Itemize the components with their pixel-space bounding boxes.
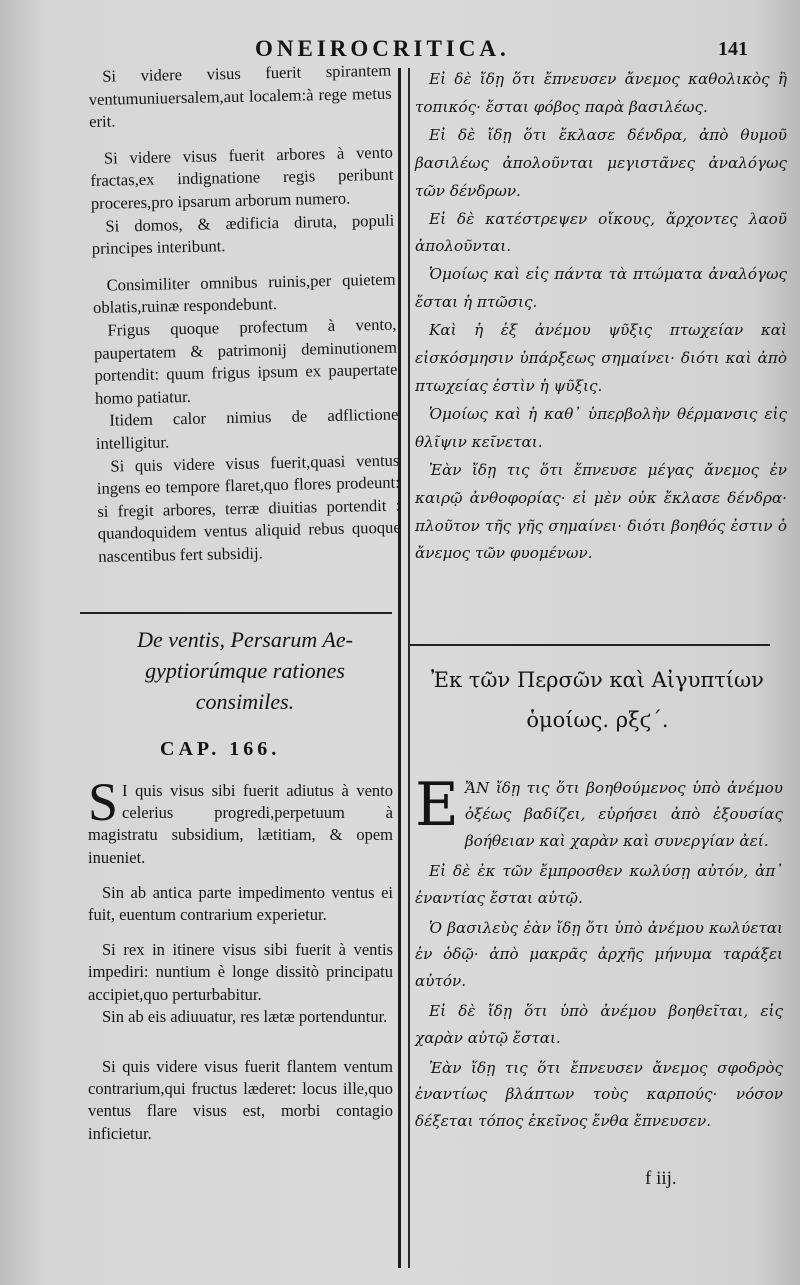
latin-paragraph: Frigus quoque profectum à vento, paupertatem & patrimonij deminutionem portendit: quum frigus ipsum ex paupertate homo patiatur. — [93, 314, 398, 408]
greek-heading-line: Ἐκ τῶν Περσῶν καὶ Αἰγυπτίων — [431, 668, 764, 692]
latin-paragraph: Si videre visus fuerit spirantem ventumuniuersalem,aut localem:à rege metus erit. — [88, 60, 392, 132]
greek-paragraph: Εἰ δὲ ἴδῃ ὅτι ὑπὸ ἀνέμου βοηθεῖται, εἰς χαρὰν αὐτῷ ἔσται. — [415, 1002, 783, 1047]
signature-mark: f iij. — [645, 1168, 677, 1189]
latin-heading-line: De ventis, Persarum Ae- — [137, 627, 353, 652]
greek-paragraph: Ἐὰν ἴδῃ τις ὅτι ἔπνευσε μέγας ἄνεμος ἐν καιρῷ ἀνθοφορίας· εἰ μὲν οὐκ ἔκλασε δένδρα· πλοῦτον τῆς γῆς σημαίνει· διότι βοηθός ἐστιν ὁ ἄνεμος τῶν φυομένων. — [415, 460, 787, 563]
page-header — [0, 30, 800, 70]
latin-heading-line: gyptiorúmque rationes — [145, 658, 345, 683]
greek-paragraph: Ὁμοίως καὶ εἰς πάντα τὰ πτώματα ἀναλόγως ἔσται ἡ πτῶσις. — [415, 265, 787, 312]
running-title: ONEIROCRITICA. — [255, 36, 510, 61]
latin-paragraph: Itidem calor nimius de adflictione intelligitur. — [95, 404, 399, 453]
greek-paragraph: Ἐὰν ἴδῃ τις ὅτι ἔπνευσεν ἄνεμος σφοδρὸς ἐναντίως βλάπτων τοὺς καρπούς· νόσον δέξεται τόπος ἐκεῖνος ἔνθα ἔπνευσεν. — [415, 1059, 783, 1130]
latin-paragraph: Si domos, & ædificia diruta, populi principes interibunt. — [91, 210, 395, 259]
page-number: 141 — [718, 38, 748, 60]
latin-paragraph: Consimiliter omnibus ruinis,per quietem oblatis,ruinæ respondebunt. — [92, 269, 396, 318]
greek-chapter-heading — [415, 660, 780, 740]
greek-paragraph-text: ἌΝ ἴδῃ τις ὅτι βοηθούμενος ὑπὸ ἀνέμου ὀξέως βαδίζει, εὑρήσει ἀπὸ ἐξουσίας βοήθειαν καὶ χαρὰν καὶ συνεργίαν ἀεί. — [464, 779, 783, 850]
latin-chapter-number: CAP. 166. — [160, 738, 281, 760]
latin-paragraph: Sin ab antica parte impedimento ventus ei fuit, euentum contrarium experietur. — [88, 882, 393, 925]
greek-paragraph: Εἰ δὲ ἴδῃ ὅτι ἔπνευσεν ἄνεμος καθολικὸς ἢ τοπικός· ἔσται φόβος παρὰ βασιλέως. — [415, 70, 787, 116]
greek-text-block — [415, 66, 787, 568]
latin-column-upper — [88, 60, 401, 568]
latin-heading-line: consimiles. — [195, 689, 295, 714]
greek-column-upper — [415, 66, 787, 568]
section-rule-latin — [80, 612, 392, 614]
latin-paragraph: Si rex in itinere visus sibi fuerit à ventis impediri: nuntium è longe dissitò principatu accipiet,quo perturbabitur. — [88, 940, 393, 1004]
latin-paragraph: Sin ab eis adiuuatur, res lætæ portenduntur. — [102, 1006, 388, 1026]
greek-first-paragraph — [415, 770, 783, 854]
greek-paragraph: Εἰ δὲ κατέστρεψεν οἴκους, ἄρχοντες λαοῦ ἀπολοῦνται. — [415, 209, 787, 256]
section-rule-greek — [410, 644, 770, 646]
latin-chapter-heading — [95, 624, 395, 717]
latin-text-block-lower — [88, 772, 393, 1158]
greek-paragraph: Εἰ δὲ ἐκ τῶν ἔμπροσθεν κωλύσῃ αὐτόν, ἀπ᾽ ἐναντίας ἔσται αὐτῷ. — [415, 862, 783, 907]
latin-text-block — [88, 60, 401, 569]
drop-capital: S — [88, 772, 119, 832]
column-divider-inner — [408, 68, 410, 1268]
greek-heading-line: ὁμοίως. ρξϛ΄. — [526, 708, 669, 732]
greek-paragraph: Καὶ ἡ ἐξ ἀνέμου ψῦξις πτωχείαν καὶ εἰσκόσμησιν ὑπάρξεως σημαίνει· διότι καὶ ἀπὸ πτωχείας ἐστὶν ἡ ψῦξις. — [415, 321, 787, 395]
drop-capital: Ε — [415, 770, 459, 840]
greek-text-block-lower — [415, 770, 783, 1138]
latin-paragraph: Si quis videre visus fuerit,quasi ventus ingens eo tempore flaret,quo flores prodeunt: si fregit arbores, terræ diuitias portendit : quandoquidem ventus aliquid rebus quoque nascentibus fert subsidij. — [96, 450, 401, 566]
latin-first-paragraph — [88, 772, 393, 869]
column-divider — [398, 68, 401, 1268]
latin-paragraph: Si videre visus fuerit arbores à vento fractas,ex indignatione regis peribunt proceres,pro ipsarum arborum numero. — [90, 142, 394, 213]
greek-paragraph: Ὁμοίως καὶ ἡ καθ᾽ ὑπερβολὴν θέρμανσις εἰς θλῖψιν κεῖνεται. — [415, 404, 787, 451]
greek-paragraph: Ὁ βασιλεὺς ἐὰν ἴδῃ ὅτι ὑπὸ ἀνέμου κωλύεται ἐν ὁδῷ· ἀπὸ μακρᾶς ἀρχῆς μήνυμα ταράξει αὐτόν. — [415, 919, 783, 990]
latin-paragraph-text: I quis visus sibi fuerit adiutus à vento celerius progredi,perpetuum à magistratu subsidium, lætitiam, & opem inueniet. — [88, 781, 393, 867]
greek-paragraph: Εἰ δὲ ἴδῃ ὅτι ἔκλασε δένδρα, ἀπὸ θυμοῦ βασιλέως ἀπολοῦνται μεγιστᾶνες ἀναλόγως τῶν δένδρων. — [415, 125, 787, 200]
latin-paragraph: Si quis videre visus fuerit flantem ventum contrarium,qui fructus læderet: locus ille,quo ventus flare visus est, morbi contagio inficietur. — [88, 1057, 393, 1143]
